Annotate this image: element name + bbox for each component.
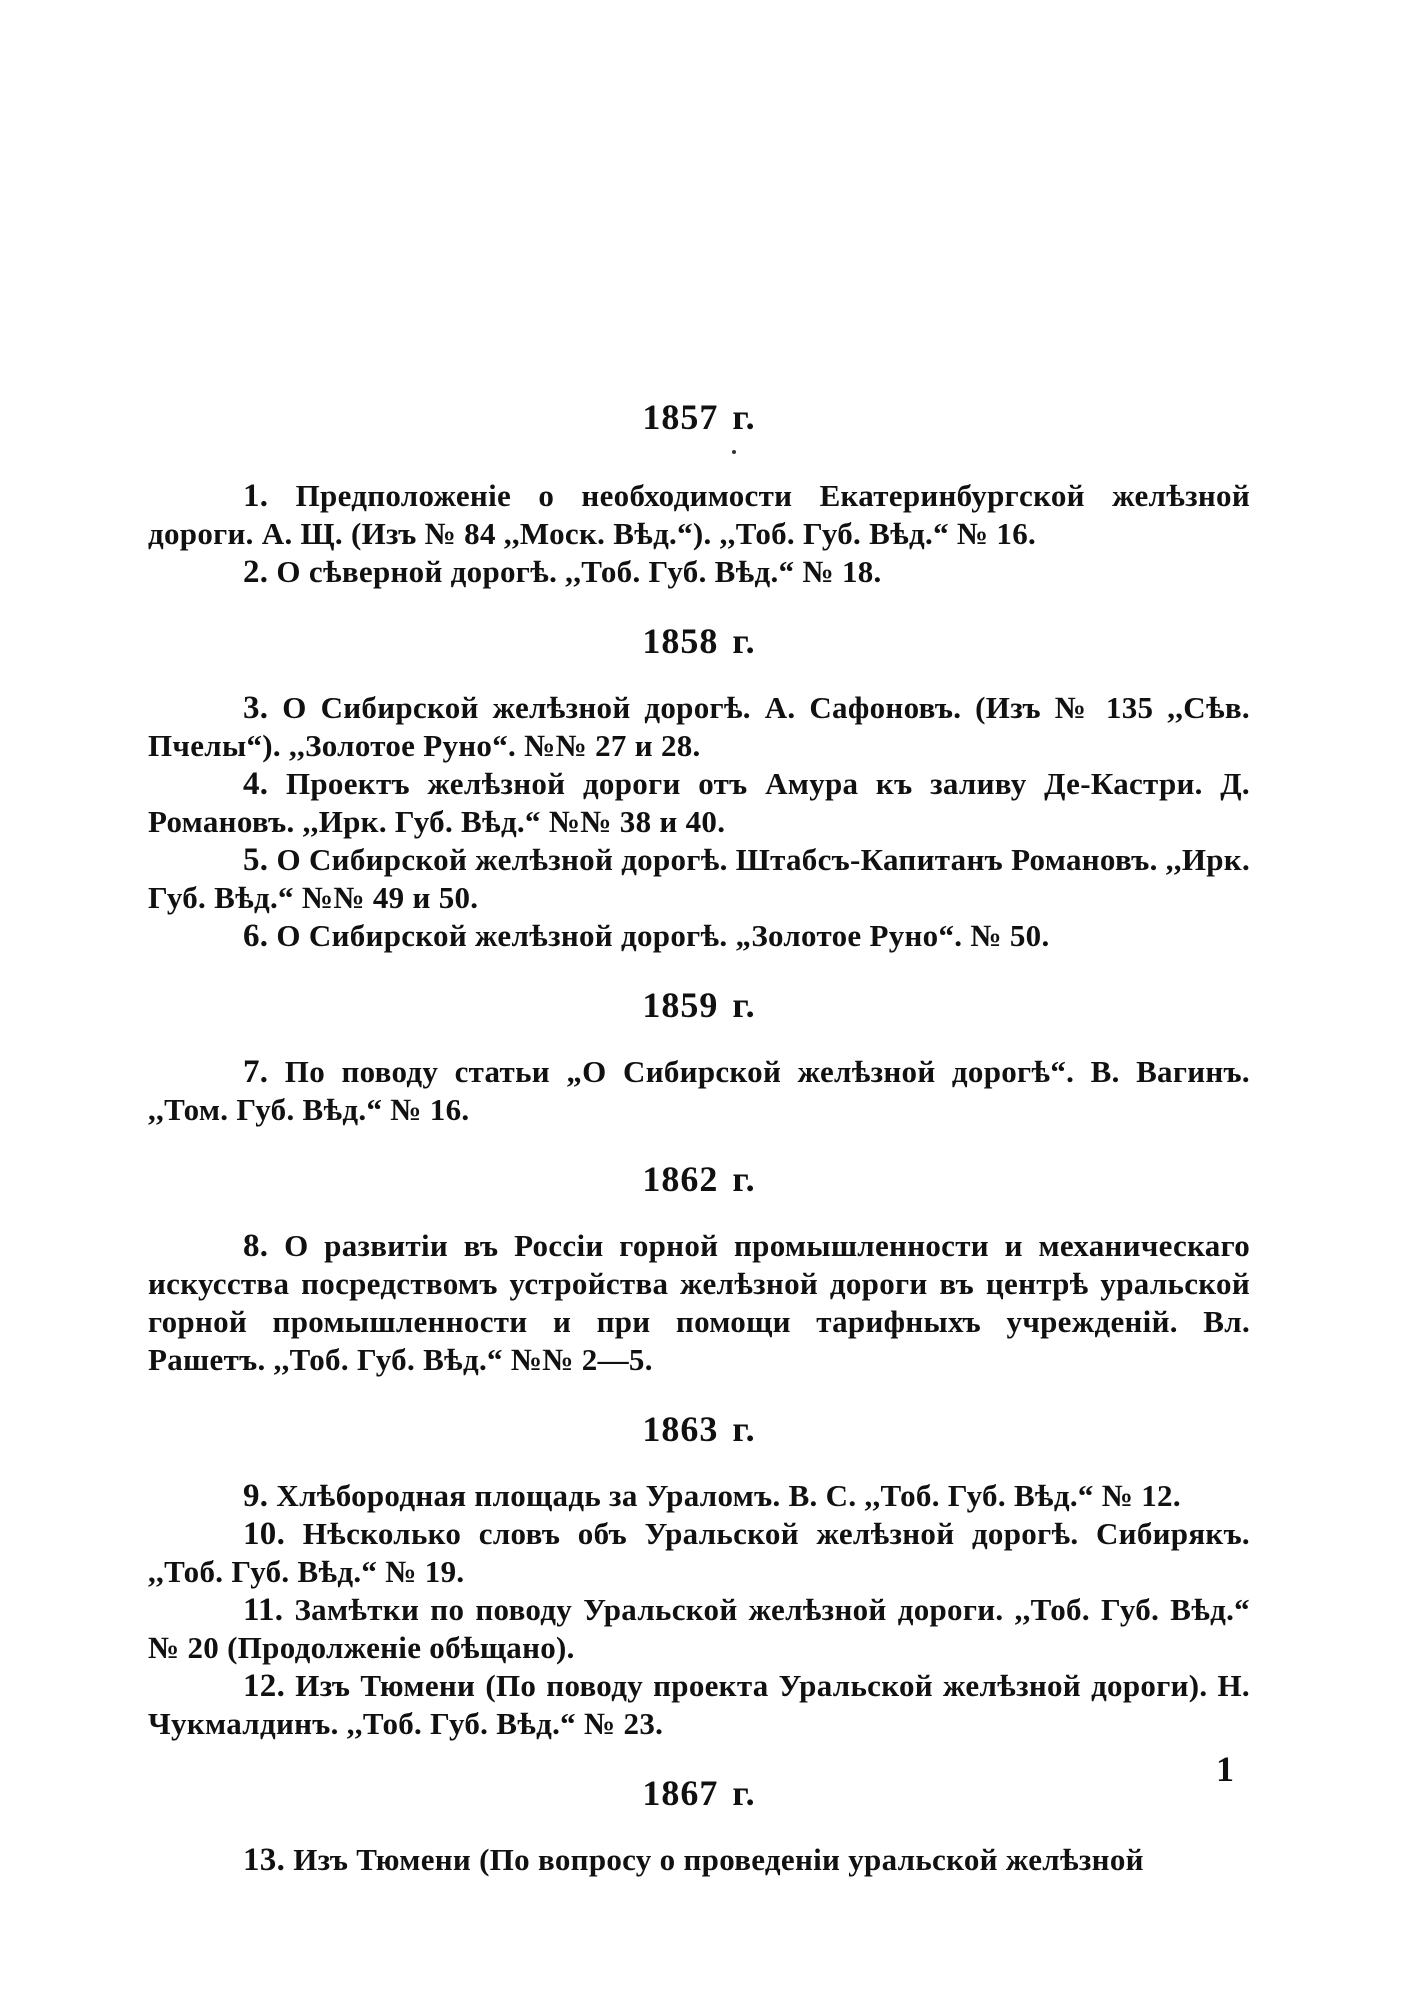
year-heading-1863: 1863 г. <box>642 1409 756 1449</box>
entry-10: 10. Нѣсколько словъ объ Уральской желѣзной дорогѣ. Сибирякъ. ,,Тоб. Губ. Вѣд.“ № 19. <box>148 1516 1250 1589</box>
year-heading-1862: 1862 г. <box>642 1159 756 1199</box>
entry-3: 3. О Сибирской желѣзной дорогѣ. А. Сафоновъ. (Изъ № 135 ,,Сѣв. Пчелы“). ,,Золотое Руно“. №№ 27 и 28. <box>148 690 1250 763</box>
entry-5: 5. О Сибирской желѣзной дорогѣ. Штабсъ-Капитанъ Романовъ. ,,Ирк. Губ. Вѣд.“ №№ 49 и 50. <box>148 842 1250 915</box>
entry-8: 8. О развитіи въ Россіи горной промышленности и механическаго искусства посредствомъ устройства желѣзной дороги въ центрѣ уральской горной промышленности и при помощи тарифныхъ учрежденій. Вл. Рашетъ. ,,Тоб. Губ. Вѣд.“ №№ 2—5. <box>148 1228 1250 1377</box>
entry-12: 12. Изъ Тюмени (По поводу проекта Уральской желѣзной дороги). Н. Чукмалдинъ. ,,Тоб. Губ. Вѣд.“ № 23. <box>148 1668 1250 1741</box>
entry-6: 6. О Сибирской желѣзной дорогѣ. „Золотое Руно“. № 50. <box>243 918 1050 954</box>
entry-1: 1. Предположеніе о необходимости Екатеринбургской желѣзной дороги. А. Щ. (Изъ № 84 ,,Моск. Вѣд.“). ,,Тоб. Губ. Вѣд.“ № 16. <box>148 478 1250 551</box>
entry-13: 13. Изъ Тюмени (По вопросу о проведеніи уральской желѣзной <box>243 1842 1144 1878</box>
entry-11: 11. Замѣтки по поводу Уральской желѣзной дороги. ,,Тоб. Губ. Вѣд.“ № 20 (Продолженіе обѣщано). <box>148 1592 1250 1665</box>
year-heading-1858: 1858 г. <box>642 621 756 661</box>
entry-4: 4. Проектъ желѣзной дороги отъ Амура къ заливу Де-Кастри. Д. Романовъ. ,,Ирк. Губ. Вѣд.“ №№ 38 и 40. <box>148 766 1250 839</box>
entry-7: 7. По поводу статьи „О Сибирской желѣзной дорогѣ“. В. Вагинъ. ,,Том. Губ. Вѣд.“ № 16. <box>148 1054 1250 1127</box>
page-number: 1 <box>1216 1749 1234 1789</box>
entry-2: 2. О сѣверной дорогѣ. ,,Тоб. Губ. Вѣд.“ № 18. <box>243 554 882 590</box>
entry-9: 9. Хлѣбородная площадь за Ураломъ. В. С. ,,Тоб. Губ. Вѣд.“ № 12. <box>243 1478 1181 1514</box>
year-heading-1857: 1857 г. <box>642 397 756 437</box>
year-heading-1867: 1867 г. <box>642 1773 756 1813</box>
year-heading-1859: 1859 г. <box>642 985 756 1025</box>
bibliography-text <box>148 395 1250 1879</box>
